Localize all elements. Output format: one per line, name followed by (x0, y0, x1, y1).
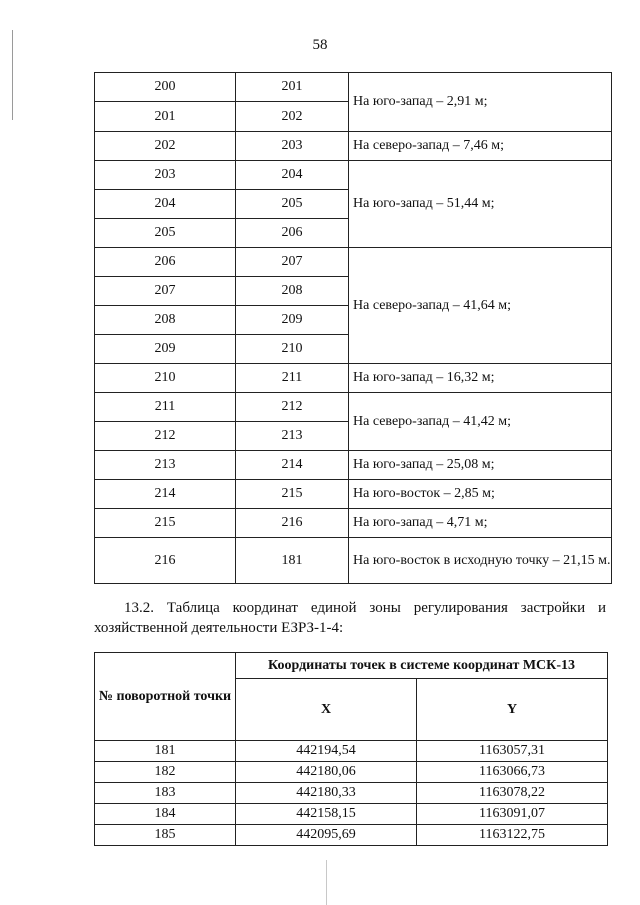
segment-description: На северо-запад – 7,46 м; (349, 132, 612, 161)
y-value: 1163057,31 (417, 741, 608, 762)
segment-from: 206 (95, 248, 236, 277)
segment-description: На юго-запад – 25,08 м; (349, 451, 612, 480)
point-number-header: № поворотной точки (95, 653, 236, 741)
table-row (95, 248, 612, 277)
segment-from: 209 (95, 335, 236, 364)
segment-description: На юго-запад – 16,32 м; (349, 364, 612, 393)
segment-to: 211 (236, 364, 349, 393)
segment-from: 208 (95, 306, 236, 335)
segment-from: 201 (95, 102, 236, 132)
table-row (95, 509, 612, 538)
table-row (95, 538, 612, 584)
segment-to: 213 (236, 422, 349, 451)
section-heading-paragraph (94, 598, 606, 638)
table-row (95, 825, 608, 846)
segment-to: 207 (236, 248, 349, 277)
coordinates-table (94, 652, 608, 846)
segment-from: 204 (95, 190, 236, 219)
point-number: 182 (95, 762, 236, 783)
point-number: 185 (95, 825, 236, 846)
x-value: 442180,33 (236, 783, 417, 804)
segment-from: 211 (95, 393, 236, 422)
segment-to: 215 (236, 480, 349, 509)
segment-to: 181 (236, 538, 349, 584)
segment-description: На северо-запад – 41,42 м; (349, 393, 612, 451)
segment-from: 214 (95, 480, 236, 509)
table-row (95, 73, 612, 102)
segment-from: 212 (95, 422, 236, 451)
segment-from: 200 (95, 73, 236, 102)
table-row (95, 451, 612, 480)
y-value: 1163066,73 (417, 762, 608, 783)
segment-from: 210 (95, 364, 236, 393)
point-number: 181 (95, 741, 236, 762)
segment-to: 204 (236, 161, 349, 190)
paragraph-line: хозяйственной деятельности ЕЗРЗ-1-4: (94, 620, 344, 636)
y-value: 1163091,07 (417, 804, 608, 825)
binding-mark (326, 860, 327, 905)
segment-description: На юго-запад – 51,44 м; (349, 161, 612, 248)
segment-to: 214 (236, 451, 349, 480)
segment-to: 208 (236, 277, 349, 306)
segments-table (94, 72, 612, 584)
table-row (95, 364, 612, 393)
segment-from: 205 (95, 219, 236, 248)
segment-description: На северо-запад – 41,64 м; (349, 248, 612, 364)
table-row (95, 132, 612, 161)
page-number: 58 (312, 37, 328, 53)
segment-to: 205 (236, 190, 349, 219)
segment-to: 203 (236, 132, 349, 161)
point-number: 183 (95, 783, 236, 804)
table-row (95, 762, 608, 783)
y-column-header: Y (417, 679, 608, 741)
segment-from: 207 (95, 277, 236, 306)
segment-from: 213 (95, 451, 236, 480)
segment-description: На юго-запад – 2,91 м; (349, 73, 612, 132)
table-row (95, 393, 612, 422)
x-value: 442180,06 (236, 762, 417, 783)
table-row (95, 741, 608, 762)
table-row (95, 804, 608, 825)
paragraph-line: 13.2. Таблица координат единой зоны регулирования застройки и (124, 600, 606, 616)
coordinate-system-header: Координаты точек в системе координат МСК-13 (236, 653, 608, 679)
segment-from: 216 (95, 538, 236, 584)
segment-to: 201 (236, 73, 349, 102)
segment-from: 215 (95, 509, 236, 538)
y-value: 1163122,75 (417, 825, 608, 846)
segment-from: 203 (95, 161, 236, 190)
table-row (95, 783, 608, 804)
table-header-row (95, 653, 608, 679)
segment-to: 202 (236, 102, 349, 132)
segment-to: 210 (236, 335, 349, 364)
table-row (95, 480, 612, 509)
segment-to: 212 (236, 393, 349, 422)
segment-to: 206 (236, 219, 349, 248)
x-value: 442095,69 (236, 825, 417, 846)
x-column-header: X (236, 679, 417, 741)
x-value: 442194,54 (236, 741, 417, 762)
segment-description: На юго-восток – 2,85 м; (349, 480, 612, 509)
table-row (95, 161, 612, 190)
y-value: 1163078,22 (417, 783, 608, 804)
segment-from: 202 (95, 132, 236, 161)
point-number: 184 (95, 804, 236, 825)
segment-to: 209 (236, 306, 349, 335)
segment-description: На юго-запад – 4,71 м; (349, 509, 612, 538)
x-value: 442158,15 (236, 804, 417, 825)
segment-to: 216 (236, 509, 349, 538)
segment-description: На юго-восток в исходную точку – 21,15 м. (349, 538, 612, 584)
